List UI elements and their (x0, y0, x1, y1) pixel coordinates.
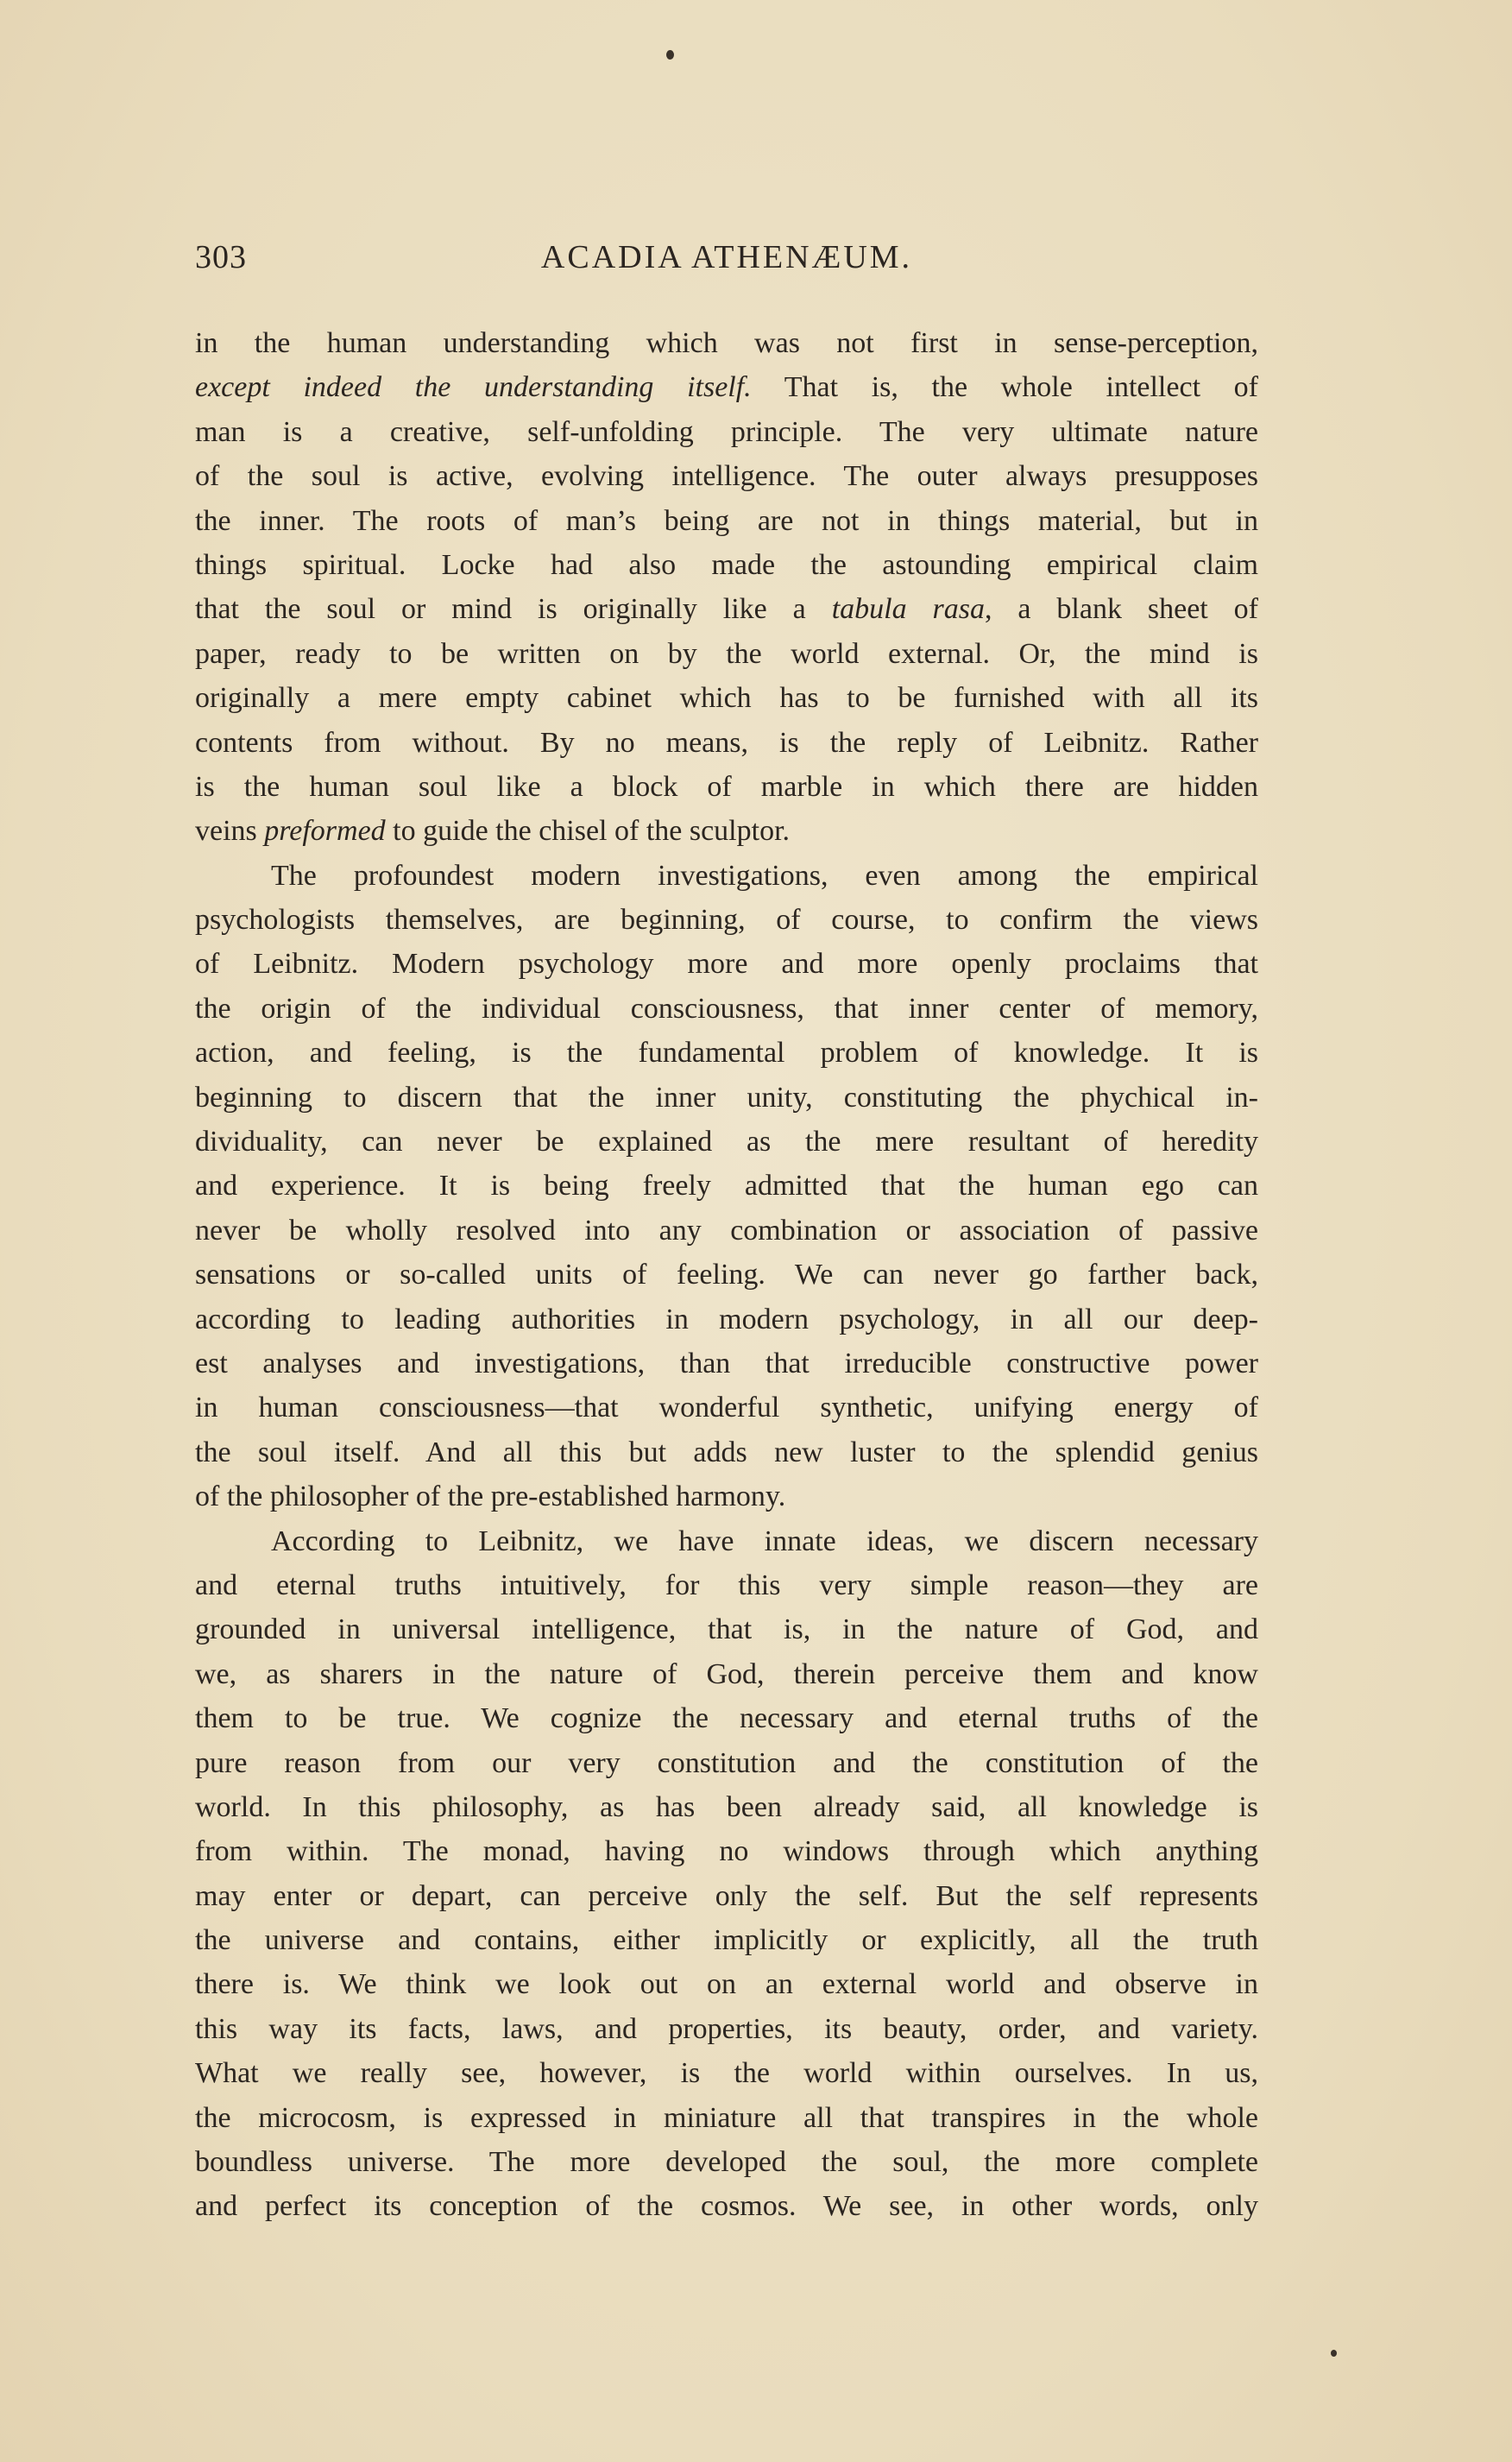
italic-text: except indeed the understanding itself. (195, 371, 752, 404)
text-line (195, 2140, 1258, 2184)
text-line (195, 1076, 1258, 1120)
text-span: the soul itself. And all this but adds new luster to the splendid genius (195, 1436, 1258, 1468)
text-line (195, 898, 1258, 942)
text-span: in the human understanding which was not first in sense-perception, (195, 327, 1258, 359)
text-span: them to be true. We cognize the necessary and eternal truths of the (195, 1702, 1258, 1735)
text-line (195, 1430, 1258, 1474)
text-line (195, 543, 1258, 587)
text-line (195, 1696, 1258, 1740)
text-line (195, 1519, 1258, 1563)
running-head: ACADIA ATHENÆUM. (540, 239, 913, 275)
text-span: and eternal truths intuitively, for this very simple reason—they are (195, 1569, 1258, 1601)
text-span: grounded in universal intelligence, that is, in the nature of God, and (195, 1613, 1258, 1646)
text-span: never be wholly resolved into any combination or association of passive (195, 1214, 1258, 1247)
text-span: According to Leibnitz, we have innate ideas, we discern necessary (271, 1525, 1258, 1557)
text-span: paper, ready to be written on by the world external. Or, the mind is (195, 637, 1258, 670)
page-number: 303 (195, 239, 247, 275)
italic-text: tabula rasa (831, 593, 985, 626)
text-span: in human consciousness—that wonderful synthetic, unifying energy of (195, 1392, 1258, 1424)
text-span: the universe and contains, either implicitly or explicitly, all the truth (195, 1924, 1258, 1957)
text-span: that the soul or mind is originally like a (195, 593, 832, 626)
text-span: est analyses and investigations, than that irreducible constructive power (195, 1347, 1258, 1379)
text-span: contents from without. By no means, is the reply of Leibnitz. Rather (195, 726, 1258, 759)
text-line (195, 1297, 1258, 1341)
text-line (195, 1253, 1258, 1297)
text-span: pure reason from our very constitution and the constitution of the (195, 1746, 1258, 1779)
text-line (195, 410, 1258, 454)
text-span: originally a mere empty cabinet which has to be furnished with all its (195, 682, 1258, 715)
text-line (195, 2007, 1258, 2051)
ink-speck (1331, 2350, 1337, 2357)
text-line (195, 676, 1258, 720)
text-line (195, 1652, 1258, 1696)
text-line (195, 632, 1258, 676)
text-span: veins (195, 815, 265, 848)
text-span: is the human soul like a block of marble in which there are hidden (195, 770, 1258, 803)
text-line (195, 1341, 1258, 1386)
text-span: psychologists themselves, are beginning, of course, to confirm the views (195, 904, 1258, 937)
text-line (195, 587, 1258, 631)
text-span: What we really see, however, is the world within ourselves. In us, (195, 2057, 1258, 2090)
paragraph (195, 321, 1258, 854)
text-span: beginning to discern that the inner unity, constituting the phychical in- (195, 1081, 1258, 1114)
italic-text: preformed (264, 815, 386, 848)
text-line (195, 2184, 1258, 2228)
text-span: the inner. The roots of man’s being are not in things material, but in (195, 504, 1258, 537)
text-line (195, 1785, 1258, 1829)
text-span: this way its facts, laws, and properties, its beauty, order, and variety. (195, 2012, 1258, 2045)
paragraph (195, 854, 1258, 1519)
text-line (195, 1474, 1258, 1518)
text-line (195, 809, 1258, 853)
ink-speck (666, 50, 674, 60)
text-span: there is. We think we look out on an external world and observe in (195, 1968, 1258, 2001)
text-span: boundless universe. The more developed the soul, the more complete (195, 2146, 1258, 2179)
text-line (195, 321, 1258, 365)
text-line (195, 499, 1258, 543)
text-line (195, 1607, 1258, 1651)
text-line (195, 1829, 1258, 1873)
text-line (195, 854, 1258, 898)
text-line (195, 721, 1258, 765)
text-line (195, 942, 1258, 986)
text-span: things spiritual. Locke had also made the astounding empirical claim (195, 548, 1258, 581)
text-span: of Leibnitz. Modern psychology more and more openly proclaims that (195, 948, 1258, 981)
text-span: man is a creative, self-unfolding principle. The very ultimate nature (195, 415, 1258, 448)
text-span: the microcosm, is expressed in miniature all that transpires in the whole (195, 2101, 1258, 2134)
text-span: the origin of the individual consciousness, that inner center of memory, (195, 992, 1258, 1025)
text-span: and experience. It is being freely admitted that the human ego can (195, 1170, 1258, 1203)
text-line (195, 765, 1258, 809)
text-line (195, 2051, 1258, 2095)
text-line (195, 1741, 1258, 1785)
text-line (195, 454, 1258, 498)
text-span: , a blank sheet of (984, 593, 1258, 626)
text-span: dividuality, can never be explained as the mere resultant of heredity (195, 1126, 1258, 1158)
text-line (195, 1209, 1258, 1253)
text-span: of the soul is active, evolving intelligence. The outer always presupposes (195, 460, 1258, 493)
article-body (195, 321, 1258, 2229)
text-line (195, 365, 1258, 409)
text-line (195, 987, 1258, 1031)
text-span: action, and feeling, is the fundamental problem of knowledge. It is (195, 1037, 1258, 1070)
text-span: may enter or depart, can perceive only the self. But the self represents (195, 1879, 1258, 1912)
text-span: according to leading authorities in modern psychology, in all our deep- (195, 1303, 1258, 1335)
text-line (195, 1164, 1258, 1208)
text-span: and perfect its conception of the cosmos. We see, in other words, only (195, 2190, 1258, 2223)
text-span: sensations or so-called units of feeling. We can never go farther back, (195, 1259, 1258, 1291)
text-line (195, 1918, 1258, 1962)
text-span: to guide the chisel of the sculptor. (385, 815, 791, 848)
paragraph (195, 1519, 1258, 2229)
text-span: from within. The monad, having no windows through which anything (195, 1835, 1258, 1868)
text-span: That is, the whole intellect of (751, 371, 1258, 404)
text-span: world. In this philosophy, as has been already said, all knowledge is (195, 1790, 1258, 1823)
text-span: of the philosopher of the pre-established harmony. (195, 1480, 786, 1513)
text-line (195, 1874, 1258, 1918)
text-line (195, 1386, 1258, 1430)
text-span: The profoundest modern investigations, even among the empirical (271, 859, 1258, 892)
text-line (195, 1120, 1258, 1164)
text-line (195, 1962, 1258, 2006)
text-line (195, 1563, 1258, 1607)
page-header (195, 238, 1258, 281)
text-line (195, 2096, 1258, 2140)
text-line (195, 1031, 1258, 1075)
text-span: we, as sharers in the nature of God, therein perceive them and know (195, 1657, 1258, 1690)
